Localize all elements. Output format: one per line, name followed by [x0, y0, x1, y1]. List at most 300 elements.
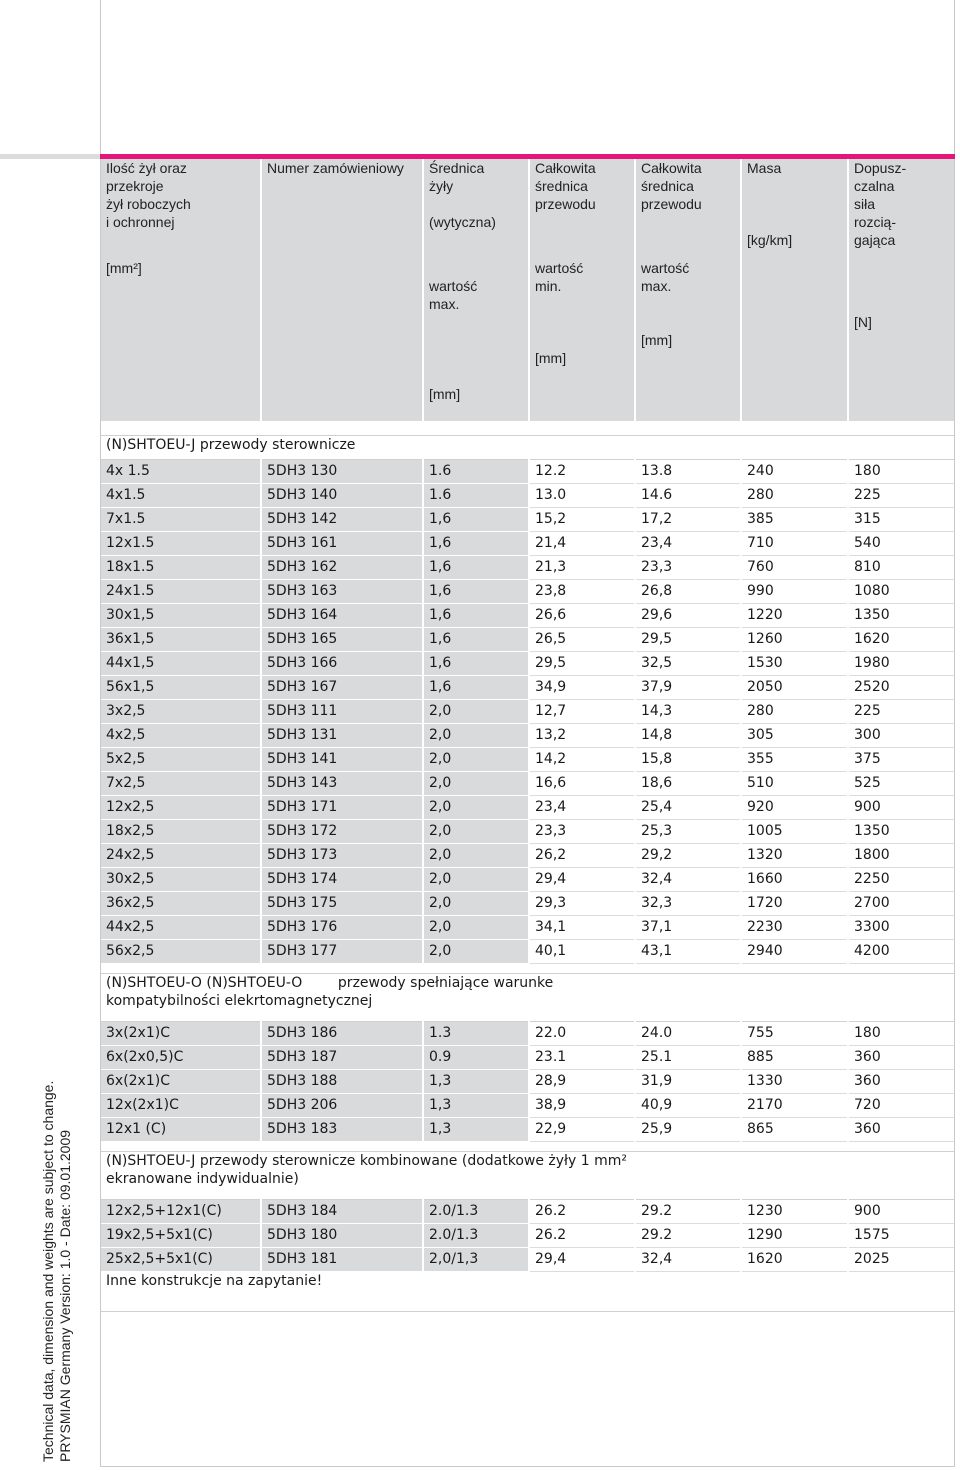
- cell-order-number: 5DH3 167: [261, 675, 423, 699]
- cell-diameter-max: 25,4: [635, 795, 741, 819]
- cell-mass: 510: [741, 771, 848, 795]
- cell-core-diameter: 2,0: [423, 819, 529, 843]
- header-unit: [mm]: [535, 350, 567, 366]
- cell-tensile-force: 810: [848, 555, 954, 579]
- header-text: żyły: [429, 178, 454, 194]
- cell-diameter-max: 43,1: [635, 939, 741, 963]
- cell-tensile-force: 225: [848, 699, 954, 723]
- header-cell-diameter-min: [529, 159, 635, 259]
- cell-diameter-max: 14,3: [635, 699, 741, 723]
- cell-tensile-force: 2700: [848, 891, 954, 915]
- section-title-line: ekranowane indywidualnie): [106, 1170, 299, 1187]
- header-text: Numer zamówieniowy: [267, 160, 404, 176]
- table-row: [101, 1199, 954, 1223]
- cell-cores: 4x 1.5: [101, 459, 261, 483]
- header-cell-diameter-max: [635, 159, 741, 259]
- header-text: (wytyczna): [429, 214, 496, 230]
- cell-diameter-min: 29,4: [529, 867, 635, 891]
- cell-core-diameter: 0.9: [423, 1045, 529, 1069]
- cell-order-number: 5DH3 141: [261, 747, 423, 771]
- cell-cores: 19x2,5+5x1(C): [101, 1223, 261, 1247]
- section-title-row: [101, 1151, 954, 1199]
- cell-core-diameter: 1,6: [423, 531, 529, 555]
- cell-cores: 7x1.5: [101, 507, 261, 531]
- table-row: [101, 507, 954, 531]
- table-row: [101, 1223, 954, 1247]
- cell-diameter-min: 15,2: [529, 507, 635, 531]
- cell-tensile-force: 1620: [848, 627, 954, 651]
- cell-core-diameter: 2.0/1.3: [423, 1223, 529, 1247]
- cell-diameter-min: 38,9: [529, 1093, 635, 1117]
- table-row: [101, 1247, 954, 1271]
- cell-cores: 30x1,5: [101, 603, 261, 627]
- cell-core-diameter: 1,3: [423, 1117, 529, 1141]
- cell-mass: 1330: [741, 1069, 848, 1093]
- cell-mass: 305: [741, 723, 848, 747]
- cell-diameter-min: 16,6: [529, 771, 635, 795]
- cell-diameter-max: 37,9: [635, 675, 741, 699]
- cell-mass: 920: [741, 795, 848, 819]
- section-title-line: (N)SHTOEU-J przewody sterownicze kombinowane (dodatkowe żyły 1 mm²: [106, 1152, 628, 1169]
- cell-diameter-max: 14,8: [635, 723, 741, 747]
- cell-tensile-force: 2025: [848, 1247, 954, 1271]
- cell-tensile-force: 2520: [848, 675, 954, 699]
- cell-diameter-min: 26,6: [529, 603, 635, 627]
- table-row: [101, 1045, 954, 1069]
- cell-core-diameter: 2,0: [423, 747, 529, 771]
- header-cell-core-diameter: [423, 159, 529, 259]
- cell-core-diameter: 1,3: [423, 1093, 529, 1117]
- cell-order-number: 5DH3 188: [261, 1069, 423, 1093]
- header-cell-cores: [101, 159, 261, 259]
- cell-core-diameter: 1,6: [423, 627, 529, 651]
- cell-cores: 44x2,5: [101, 915, 261, 939]
- cell-cores: 18x2,5: [101, 819, 261, 843]
- cell-order-number: 5DH3 165: [261, 627, 423, 651]
- section-title-row: [101, 973, 954, 1021]
- cell-cores: 30x2,5: [101, 867, 261, 891]
- header-text: średnica: [641, 178, 694, 194]
- cell-cores: 12x(2x1)C: [101, 1093, 261, 1117]
- table-row: [101, 1021, 954, 1045]
- cell-order-number: 5DH3 177: [261, 939, 423, 963]
- cell-mass: 2230: [741, 915, 848, 939]
- header-unit-cell: [848, 259, 954, 421]
- section-title-line: (N)SHTOEU-O (N)SHTOEU-O przewody spełniające warunke: [106, 974, 554, 991]
- cell-mass: 355: [741, 747, 848, 771]
- table-row: [101, 939, 954, 963]
- cell-tensile-force: 1350: [848, 603, 954, 627]
- header-sub: max.: [641, 278, 672, 294]
- cell-diameter-max: 29,2: [635, 843, 741, 867]
- header-gray-strip: [0, 154, 100, 159]
- table-row: [101, 1093, 954, 1117]
- header-unit: [kg/km]: [747, 232, 793, 248]
- cell-order-number: 5DH3 187: [261, 1045, 423, 1069]
- cell-order-number: 5DH3 180: [261, 1223, 423, 1247]
- cell-diameter-min: 12.2: [529, 459, 635, 483]
- cell-mass: 280: [741, 699, 848, 723]
- cell-core-diameter: 2,0: [423, 795, 529, 819]
- cell-tensile-force: 300: [848, 723, 954, 747]
- cell-tensile-force: 360: [848, 1045, 954, 1069]
- cell-tensile-force: 1980: [848, 651, 954, 675]
- header-unit: [mm]: [641, 332, 673, 348]
- header-text: Całkowita: [641, 160, 702, 176]
- cell-mass: 280: [741, 483, 848, 507]
- footer-note: Inne konstrukcje na zapytanie!: [101, 1271, 954, 1311]
- cell-cores: 12x2,5+12x1(C): [101, 1199, 261, 1223]
- header-unit-cell: [101, 259, 261, 421]
- cell-tensile-force: 2250: [848, 867, 954, 891]
- cell-core-diameter: 2,0: [423, 699, 529, 723]
- cell-tensile-force: 720: [848, 1093, 954, 1117]
- header-cell-mass: [741, 159, 848, 259]
- section-title: (N)SHTOEU-J przewody sterownicze: [101, 435, 954, 459]
- table-row: [101, 723, 954, 747]
- cell-diameter-max: 24.0: [635, 1021, 741, 1045]
- cell-cores: 36x2,5: [101, 891, 261, 915]
- cell-core-diameter: 2,0: [423, 891, 529, 915]
- cell-diameter-min: 34,9: [529, 675, 635, 699]
- cell-cores: 24x1.5: [101, 579, 261, 603]
- cell-core-diameter: 1,6: [423, 603, 529, 627]
- cell-mass: 1620: [741, 1247, 848, 1271]
- cell-mass: 710: [741, 531, 848, 555]
- cell-mass: 1290: [741, 1223, 848, 1247]
- cell-diameter-min: 21,4: [529, 531, 635, 555]
- table-row: [101, 531, 954, 555]
- cell-diameter-min: 14,2: [529, 747, 635, 771]
- cell-mass: 1530: [741, 651, 848, 675]
- cell-diameter-min: 40,1: [529, 939, 635, 963]
- header-text: przekroje: [106, 178, 164, 194]
- cell-diameter-min: 23,3: [529, 819, 635, 843]
- header-unit: [mm²]: [106, 260, 142, 276]
- table-row: [101, 819, 954, 843]
- cell-diameter-min: 26,2: [529, 843, 635, 867]
- table-row: [101, 747, 954, 771]
- section-combined-cables: [101, 1141, 954, 1271]
- cell-mass: 1660: [741, 867, 848, 891]
- cell-order-number: 5DH3 173: [261, 843, 423, 867]
- header-sub: wartość: [535, 260, 584, 276]
- table-row: [101, 603, 954, 627]
- cell-tensile-force: 360: [848, 1117, 954, 1141]
- cell-mass: 385: [741, 507, 848, 531]
- cell-cores: 25x2,5+5x1(C): [101, 1247, 261, 1271]
- cell-core-diameter: 1.6: [423, 459, 529, 483]
- table-row: [101, 651, 954, 675]
- cell-cores: 12x1 (C): [101, 1117, 261, 1141]
- cell-cores: 7x2,5: [101, 771, 261, 795]
- header-sub: wartość: [429, 278, 478, 294]
- cell-tensile-force: 360: [848, 1069, 954, 1093]
- cell-cores: 56x1,5: [101, 675, 261, 699]
- section-title-row: [101, 435, 954, 459]
- cell-diameter-max: 37,1: [635, 915, 741, 939]
- side-disclaimer: [40, 1042, 74, 1462]
- cell-diameter-max: 26,8: [635, 579, 741, 603]
- cell-order-number: 5DH3 186: [261, 1021, 423, 1045]
- table-row: [101, 579, 954, 603]
- cell-diameter-max: 29.2: [635, 1223, 741, 1247]
- cell-diameter-max: 14.6: [635, 483, 741, 507]
- cell-mass: 990: [741, 579, 848, 603]
- cell-order-number: 5DH3 164: [261, 603, 423, 627]
- section-control-cables: [101, 421, 954, 963]
- cell-order-number: 5DH3 111: [261, 699, 423, 723]
- cell-diameter-max: 25,9: [635, 1117, 741, 1141]
- table-row: [101, 867, 954, 891]
- cell-cores: 36x1,5: [101, 627, 261, 651]
- cell-cores: 56x2,5: [101, 939, 261, 963]
- section-title: [101, 1151, 954, 1199]
- cell-diameter-max: 32,3: [635, 891, 741, 915]
- header-unit-cell: [423, 259, 529, 421]
- header-unit-cell: [635, 259, 741, 421]
- cell-mass: 1220: [741, 603, 848, 627]
- header-text: Całkowita: [535, 160, 596, 176]
- cell-mass: 1260: [741, 627, 848, 651]
- header-cell-order-number: [261, 159, 423, 259]
- cell-tensile-force: 3300: [848, 915, 954, 939]
- cell-core-diameter: 2,0: [423, 867, 529, 891]
- cell-diameter-max: 40,9: [635, 1093, 741, 1117]
- header-sub: min.: [535, 278, 562, 294]
- header-text: Masa: [747, 160, 782, 176]
- section-title-line: kompatybilności elekrtomagnetycznej: [106, 992, 373, 1009]
- cell-mass: 760: [741, 555, 848, 579]
- header-text: rozcią-: [854, 214, 897, 230]
- header-row-units: [101, 259, 954, 421]
- cell-diameter-max: 25.1: [635, 1045, 741, 1069]
- cell-diameter-max: 23,3: [635, 555, 741, 579]
- header-text: i ochronnej: [106, 214, 175, 230]
- cell-cores: 5x2,5: [101, 747, 261, 771]
- cell-core-diameter: 1,6: [423, 555, 529, 579]
- cell-core-diameter: 2,0: [423, 771, 529, 795]
- cell-diameter-min: 22.0: [529, 1021, 635, 1045]
- header-unit: [mm]: [429, 386, 461, 402]
- cell-diameter-min: 28,9: [529, 1069, 635, 1093]
- cable-spec-table: [101, 159, 954, 1312]
- table-row: [101, 891, 954, 915]
- frame-line-bottom: [100, 1466, 955, 1467]
- cell-diameter-max: 15,8: [635, 747, 741, 771]
- cell-diameter-max: 29,5: [635, 627, 741, 651]
- cell-diameter-max: 17,2: [635, 507, 741, 531]
- cell-order-number: 5DH3 130: [261, 459, 423, 483]
- cell-cores: 3x2,5: [101, 699, 261, 723]
- table-row: [101, 627, 954, 651]
- cell-core-diameter: 1.6: [423, 483, 529, 507]
- cell-order-number: 5DH3 166: [261, 651, 423, 675]
- cell-order-number: 5DH3 161: [261, 531, 423, 555]
- cell-cores: 6x(2x1)C: [101, 1069, 261, 1093]
- header-text: Ilość żył oraz: [106, 160, 187, 176]
- cell-diameter-min: 26.2: [529, 1199, 635, 1223]
- cell-order-number: 5DH3 140: [261, 483, 423, 507]
- cell-diameter-min: 26.2: [529, 1223, 635, 1247]
- cell-tensile-force: 1350: [848, 819, 954, 843]
- cell-tensile-force: 180: [848, 1021, 954, 1045]
- cell-core-diameter: 1,6: [423, 675, 529, 699]
- cell-diameter-max: 31,9: [635, 1069, 741, 1093]
- cell-mass: 2940: [741, 939, 848, 963]
- header-unit-cell: [261, 259, 423, 421]
- cell-diameter-min: 23,8: [529, 579, 635, 603]
- header-unit-cell: [529, 259, 635, 421]
- cell-tensile-force: 375: [848, 747, 954, 771]
- cell-tensile-force: 1575: [848, 1223, 954, 1247]
- header-text: przewodu: [641, 196, 702, 212]
- cell-core-diameter: 2.0/1.3: [423, 1199, 529, 1223]
- cell-mass: 885: [741, 1045, 848, 1069]
- cell-diameter-max: 32,4: [635, 1247, 741, 1271]
- cell-diameter-max: 29.2: [635, 1199, 741, 1223]
- cell-order-number: 5DH3 184: [261, 1199, 423, 1223]
- table-row: [101, 459, 954, 483]
- cell-mass: 1005: [741, 819, 848, 843]
- cell-cores: 12x1.5: [101, 531, 261, 555]
- cell-tensile-force: 540: [848, 531, 954, 555]
- header-text: siła: [854, 196, 876, 212]
- header-text: żył roboczych: [106, 196, 191, 212]
- cell-mass: 2170: [741, 1093, 848, 1117]
- section-emc-cables: [101, 963, 954, 1141]
- cell-core-diameter: 2,0: [423, 939, 529, 963]
- table-row: [101, 795, 954, 819]
- cell-core-diameter: 2,0: [423, 723, 529, 747]
- cell-cores: 4x2,5: [101, 723, 261, 747]
- header-cell-tensile-force: [848, 159, 954, 259]
- cell-order-number: 5DH3 162: [261, 555, 423, 579]
- cell-cores: 24x2,5: [101, 843, 261, 867]
- cell-diameter-min: 29,3: [529, 891, 635, 915]
- cell-diameter-min: 34,1: [529, 915, 635, 939]
- header-text: czalna: [854, 178, 895, 194]
- side-disclaimer-line1: Technical data, dimension and weights are subject to change.: [40, 1080, 56, 1462]
- cell-cores: 3x(2x1)C: [101, 1021, 261, 1045]
- header-text: gająca: [854, 232, 896, 248]
- cell-order-number: 5DH3 183: [261, 1117, 423, 1141]
- cell-tensile-force: 180: [848, 459, 954, 483]
- table-row: [101, 915, 954, 939]
- cell-diameter-min: 29,5: [529, 651, 635, 675]
- cell-cores: 4x1.5: [101, 483, 261, 507]
- cell-order-number: 5DH3 206: [261, 1093, 423, 1117]
- cell-mass: 755: [741, 1021, 848, 1045]
- cell-tensile-force: 900: [848, 795, 954, 819]
- frame-line-right: [954, 0, 955, 1467]
- cell-diameter-min: 29,4: [529, 1247, 635, 1271]
- header-text: średnica: [535, 178, 588, 194]
- cell-mass: 1720: [741, 891, 848, 915]
- cell-order-number: 5DH3 174: [261, 867, 423, 891]
- cell-diameter-min: 21,3: [529, 555, 635, 579]
- cell-cores: 6x(2x0,5)C: [101, 1045, 261, 1069]
- cell-tensile-force: 315: [848, 507, 954, 531]
- cell-core-diameter: 1,6: [423, 651, 529, 675]
- cell-core-diameter: 1,6: [423, 579, 529, 603]
- table-row: [101, 675, 954, 699]
- side-disclaimer-line2: PRYSMIAN Germany Version: 1.0 - Date: 09.01.2009: [57, 1129, 73, 1462]
- section-title: [101, 973, 954, 1021]
- cell-tensile-force: 900: [848, 1199, 954, 1223]
- cell-order-number: 5DH3 176: [261, 915, 423, 939]
- cell-core-diameter: 1,3: [423, 1069, 529, 1093]
- cell-tensile-force: 1800: [848, 843, 954, 867]
- table-row: [101, 483, 954, 507]
- cell-tensile-force: 525: [848, 771, 954, 795]
- header-text: Dopusz-: [854, 160, 907, 176]
- cell-order-number: 5DH3 172: [261, 819, 423, 843]
- table-row: [101, 699, 954, 723]
- cell-mass: 865: [741, 1117, 848, 1141]
- cell-tensile-force: 1080: [848, 579, 954, 603]
- cell-order-number: 5DH3 181: [261, 1247, 423, 1271]
- cell-diameter-min: 26,5: [529, 627, 635, 651]
- cell-diameter-min: 22,9: [529, 1117, 635, 1141]
- table-row: [101, 771, 954, 795]
- cell-order-number: 5DH3 142: [261, 507, 423, 531]
- cell-core-diameter: 1,6: [423, 507, 529, 531]
- cell-diameter-max: 32,4: [635, 867, 741, 891]
- cell-order-number: 5DH3 163: [261, 579, 423, 603]
- cell-diameter-max: 32,5: [635, 651, 741, 675]
- cell-tensile-force: 225: [848, 483, 954, 507]
- cell-tensile-force: 4200: [848, 939, 954, 963]
- cell-diameter-max: 29,6: [635, 603, 741, 627]
- cell-diameter-max: 25,3: [635, 819, 741, 843]
- header-row-titles: [101, 159, 954, 259]
- cell-diameter-max: 18,6: [635, 771, 741, 795]
- table-row: [101, 555, 954, 579]
- cell-mass: 1230: [741, 1199, 848, 1223]
- cell-diameter-max: 13.8: [635, 459, 741, 483]
- cell-order-number: 5DH3 175: [261, 891, 423, 915]
- cell-core-diameter: 2,0: [423, 915, 529, 939]
- header-unit: [N]: [854, 314, 872, 330]
- cell-diameter-min: 23,4: [529, 795, 635, 819]
- cell-core-diameter: 2,0: [423, 843, 529, 867]
- cell-mass: 2050: [741, 675, 848, 699]
- header-sub: wartość: [641, 260, 690, 276]
- cell-diameter-max: 23,4: [635, 531, 741, 555]
- cell-diameter-min: 12,7: [529, 699, 635, 723]
- cell-mass: 240: [741, 459, 848, 483]
- cell-order-number: 5DH3 131: [261, 723, 423, 747]
- header-text: przewodu: [535, 196, 596, 212]
- header-text: Średnica: [429, 160, 485, 176]
- header-unit-cell: [741, 259, 848, 421]
- table-row: [101, 1069, 954, 1093]
- cell-cores: 44x1,5: [101, 651, 261, 675]
- table-row: [101, 1117, 954, 1141]
- cell-diameter-min: 23.1: [529, 1045, 635, 1069]
- cell-diameter-min: 13,2: [529, 723, 635, 747]
- footer-note-row: [101, 1271, 954, 1311]
- cell-cores: 12x2,5: [101, 795, 261, 819]
- table-row: [101, 843, 954, 867]
- cell-diameter-min: 13.0: [529, 483, 635, 507]
- cell-core-diameter: 2,0/1,3: [423, 1247, 529, 1271]
- cell-mass: 1320: [741, 843, 848, 867]
- cell-order-number: 5DH3 143: [261, 771, 423, 795]
- header-sub: max.: [429, 296, 460, 312]
- cell-cores: 18x1.5: [101, 555, 261, 579]
